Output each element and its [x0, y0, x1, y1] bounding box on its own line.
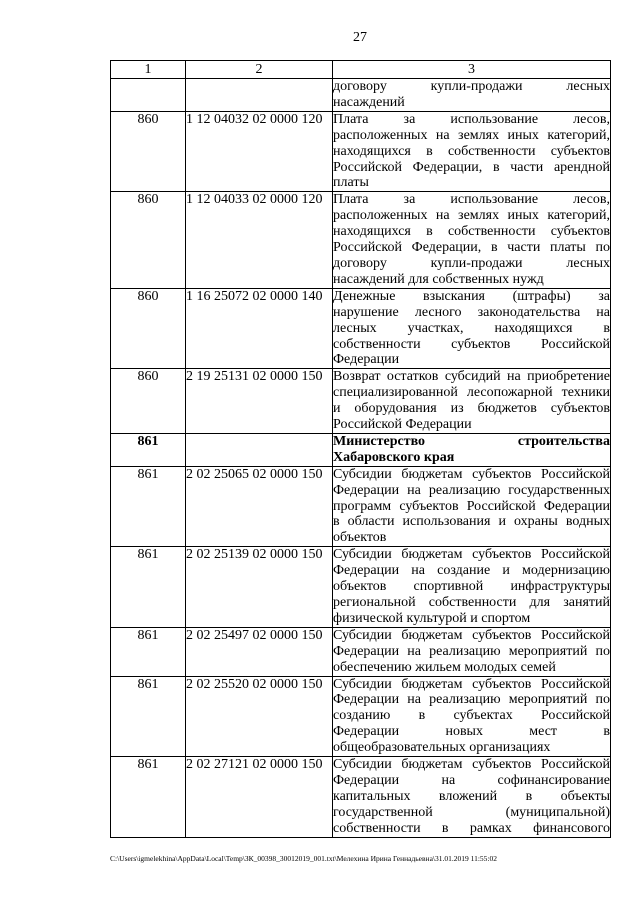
description-line: Российской Федерации, в части арендной [333, 159, 610, 175]
revenue-description-cell [333, 547, 611, 628]
revenue-description-cell [333, 627, 611, 676]
table-header [111, 61, 611, 79]
revenue-description-cell [333, 369, 611, 434]
description-line: Федерации на создание и модернизацию [333, 563, 610, 579]
description-line: платы [333, 175, 369, 191]
description-line: региональной собственности для занятий [333, 595, 610, 610]
revenue-description-cell [333, 433, 611, 466]
column-number-row [111, 61, 611, 79]
description-line: Хабаровского края [333, 449, 455, 465]
description-line: находящихся в собственности субъектов [333, 143, 610, 159]
administrator-code-cell: 861 [111, 676, 186, 757]
description-line: собственности в рамках финансового [333, 820, 610, 836]
description-line: специализированной лесопожарной техники [333, 385, 610, 401]
administrator-code-cell: 860 [111, 369, 186, 434]
description-line: собственности субъектов Российской [333, 336, 610, 352]
description-line: Субсидии бюджетам субъектов Российской [333, 757, 610, 773]
revenue-classification-table [110, 60, 611, 838]
file-path-footer: C:\Users\igmelekhina\AppData\Local\Temp\ЗК_00398_30012019_001.txt\Мелехина Ирина Геннадьевна\31.01.2019 11:55:02 [110, 854, 497, 863]
budget-code-cell: 1 12 04032 02 0000 120 [186, 111, 333, 192]
description-line: государственной (муниципальной) [333, 804, 610, 820]
table-body [111, 79, 611, 838]
description-line: Федерации на реализацию государственных [333, 482, 610, 498]
description-line: Федерации [333, 352, 400, 368]
table-row [111, 369, 611, 434]
administrator-code-cell: 861 [111, 757, 186, 838]
page-number: 27 [353, 30, 367, 45]
administrator-code-cell: 861 [111, 433, 186, 466]
administrator-code-cell: 860 [111, 288, 186, 369]
column-number-2: 2 [186, 61, 333, 79]
description-line: Федерации новых мест в [333, 724, 610, 740]
description-line: нарушение лесного законодательства на [333, 304, 610, 320]
revenue-description-cell [333, 757, 611, 838]
budget-code-cell: 2 02 25520 02 0000 150 [186, 676, 333, 757]
table-row [111, 111, 611, 192]
description-line: общеобразовательных организациях [333, 740, 551, 756]
budget-code-cell: 2 02 25139 02 0000 150 [186, 547, 333, 628]
description-line: насаждений для собственных нужд [333, 271, 544, 287]
table-row [111, 466, 611, 547]
description-line: в области использования и охраны водных [333, 514, 610, 530]
budget-code-cell: 2 19 25131 02 0000 150 [186, 369, 333, 434]
description-line: расположенных на землях иных категорий, [333, 127, 610, 143]
description-line: находящихся в собственности субъектов [333, 224, 610, 240]
table-row [111, 676, 611, 757]
description-line: капитальных вложений в объекты [333, 788, 610, 804]
budget-code-cell: 1 16 25072 02 0000 140 [186, 288, 333, 369]
description-line: созданию в субъектах Российской [333, 708, 610, 724]
column-number-1: 1 [111, 61, 186, 79]
table-row [111, 627, 611, 676]
section-header-row [111, 433, 611, 466]
description-line: Федерации на софинансирование [333, 772, 610, 788]
description-line: Субсидии бюджетам субъектов Российской [333, 627, 610, 643]
budget-code-cell: 2 02 27121 02 0000 150 [186, 757, 333, 838]
description-line: Субсидии бюджетам субъектов Российской [333, 676, 610, 692]
administrator-code-cell [111, 79, 186, 112]
description-line: Плата за использование лесов, [333, 192, 610, 208]
administrator-code-cell: 861 [111, 627, 186, 676]
description-line: договору купли-продажи лесных [333, 79, 610, 94]
description-line: физической культурой и спортом [333, 610, 531, 626]
administrator-code-cell: 860 [111, 111, 186, 192]
budget-code-cell: 2 02 25497 02 0000 150 [186, 627, 333, 676]
administrator-code-cell: 861 [111, 466, 186, 547]
table-row [111, 79, 611, 112]
description-line: насаждений [333, 94, 405, 110]
budget-code-cell: 1 12 04033 02 0000 120 [186, 192, 333, 288]
revenue-description-cell [333, 79, 611, 112]
description-line: программ субъектов Российской Федерации [333, 498, 610, 514]
description-line: расположенных на землях иных категорий, [333, 208, 610, 224]
description-line: и оборудования из бюджетов субъектов [333, 401, 610, 417]
description-line: обеспечению жильем молодых семей [333, 659, 556, 675]
description-line: Федерации на реализацию мероприятий по [333, 643, 610, 659]
description-line: Субсидии бюджетам субъектов Российской [333, 466, 610, 482]
description-line: Российской Федерации, в части платы по [333, 240, 610, 256]
description-line: договору купли-продажи лесных [333, 255, 610, 271]
administrator-code-cell: 860 [111, 192, 186, 288]
budget-code-cell: 2 02 25065 02 0000 150 [186, 466, 333, 547]
description-line: лесных участках, находящихся в [333, 320, 610, 336]
description-line: объектов спортивной инфраструктуры [333, 579, 610, 595]
description-line: объектов [333, 530, 387, 546]
revenue-description-cell [333, 676, 611, 757]
table-row [111, 547, 611, 628]
description-line: Денежные взыскания (штрафы) за [333, 288, 610, 304]
revenue-description-cell [333, 288, 611, 369]
description-line: Субсидии бюджетам субъектов Российской [333, 547, 610, 563]
table-row [111, 757, 611, 838]
description-line: Российской Федерации [333, 417, 472, 433]
budget-code-cell [186, 79, 333, 112]
description-line: Министерство строительства [333, 433, 610, 449]
revenue-description-cell [333, 192, 611, 288]
description-line: Федерации на реализацию мероприятий по [333, 692, 610, 708]
description-line: Возврат остатков субсидий на приобретение [333, 369, 610, 385]
administrator-code-cell: 861 [111, 547, 186, 628]
revenue-description-cell [333, 466, 611, 547]
column-number-3: 3 [333, 61, 611, 79]
description-line: Плата за использование лесов, [333, 111, 610, 127]
budget-code-cell [186, 433, 333, 466]
table-row [111, 192, 611, 288]
table-row [111, 288, 611, 369]
revenue-description-cell [333, 111, 611, 192]
